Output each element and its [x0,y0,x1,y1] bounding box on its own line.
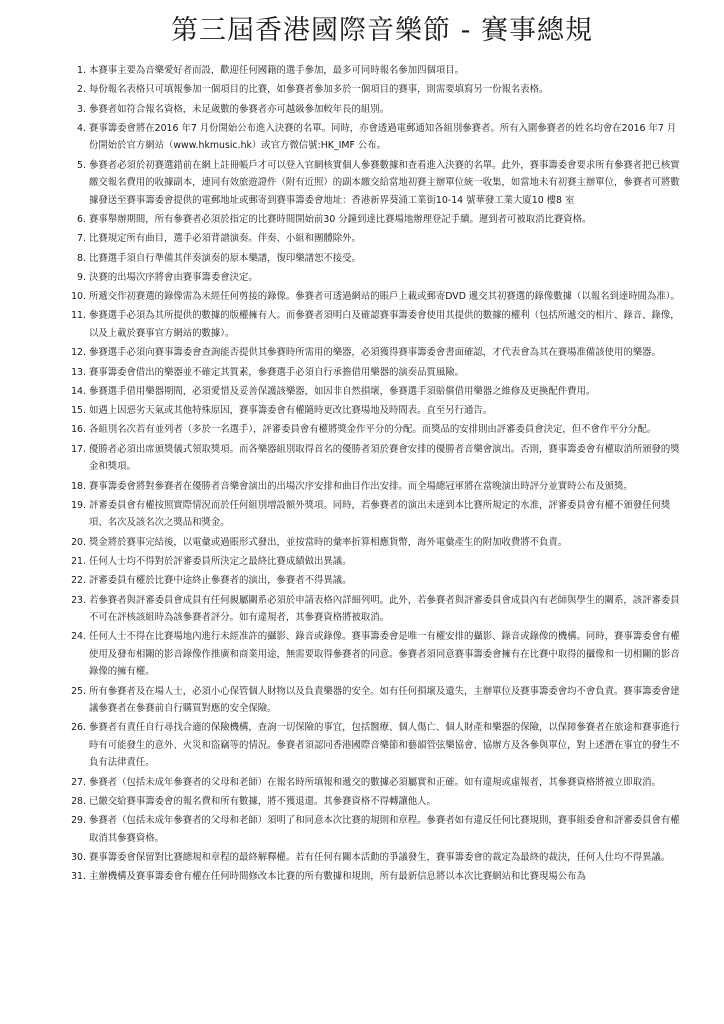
rule-text: 賽事籌委會將對參賽者在優勝者音樂會演出的出場次序安排和曲目作出安排。而全場總冠軍將在當晚演出時評分並實時公布及頒獎。 [89,480,633,492]
rule-text: 各組別名次若有並列者（多於一名選手），評審委員會有權將獎金作平分的分配。而獎品的安排則由評審委員會決定，但不會作平分分配。 [89,424,657,436]
rule-text: 比賽選手須自行準備其伴奏演奏的原本樂譜，復印樂譜恕不接受。 [89,252,361,264]
page-title: 第三屆香港國際音樂節 - 賽事總規 [171,15,593,46]
rule-number: 10. [71,291,86,303]
rule-item [70,553,684,571]
rule-number: 20. [71,536,86,548]
rule-text: 已繳交給賽事籌委會的報名費和所有數據，將不獲退還。其參賽資格不得轉讓他人。 [89,796,436,808]
rule-text: 獎金將於賽事完結後，以電彙或過賬形式發出，並按當時的彙率折算相應貨幣，海外電彙產生的附加收費將不負責。 [89,536,568,548]
rule-number: 18. [71,480,86,492]
rule-item [70,383,684,401]
rule-number: 25. [71,685,86,697]
rules-list [70,62,684,886]
rule-text: 如遇上因惡劣天氣或其他特殊原因，賽事籌委會有權隨時更改比賽場地及時間表。直至另行通告。 [89,405,493,417]
rule-item [70,344,684,362]
rule-number: 8. [77,252,86,264]
rule-text: 參賽選手必須向賽事籌委會查詢能否提供其參賽時所需用的樂器，必須獲得賽事籌委會書面確認，才代表會為其在賽場准備該使用的樂器。 [89,347,661,359]
rule-item [70,101,684,119]
rule-number: 31. [71,871,86,883]
rule-text: 主辦機構及賽事籌委會有權在任何時間修改本比賽的所有數據和規則，所有最新信息將以本次比賽網站和比賽現場公布為 [89,871,586,883]
rule-item [70,364,684,382]
rule-text: 參賽者（包括未成年參賽者的父母和老師）須明了和同意本次比賽的規則和章程。參賽者如有違反任何比賽規則，賽事組委會和評審委員會有權取消其參賽資格。 [89,815,680,844]
rule-number: 3. [77,103,86,115]
rule-number: 11. [71,310,86,322]
rule-item [70,250,684,268]
rule-item [70,269,684,287]
rule-number: 24. [71,631,86,643]
rule-text: 比賽規定所有曲目，選手必須背譜演奏。伴奏、小組和團體除外。 [89,233,361,245]
rule-text: 參賽者（包括未成年參賽者的父母和老師）在報名時所填報和遞交的數據必須屬實和正確。如有違規或虛報者，其參賽資格將被立即取消。 [89,776,661,788]
rule-item [70,120,684,155]
rule-number: 6. [77,213,86,225]
rule-item [70,441,684,476]
rule-number: 30. [71,852,86,864]
rule-text: 所遞交作初賽選的錄像需為未經任何剪接的錄像。參賽者可透過網站的賬戶上載或郵寄DVD 遞交其初賽選的錄像數據（以報名到達時間為准）。 [89,291,680,303]
rule-number: 2. [77,84,86,96]
rule-text: 評審委員有權於比賽中途終止參賽者的演出，參賽者不得異議。 [89,575,352,587]
rule-text: 參賽者有責任自行尋找合適的保險機構，查詢一切保險的事宜，包括醫療、個人傷亡、個人財產和樂器的保險，以保障參賽者在旅途和賽事進行時有可能發生的意外、火災和盜竊等的情況。參賽者須認同香港國際音樂節和藝韻管弦樂協會、協辦方及各參與單位，對上述潛在事宜的發生不負有法律責任。 [89,722,680,769]
rule-item [70,628,684,681]
rule-item [70,497,684,532]
rule-text: 賽事舉辦期間，所有參賽者必須於指定的比賽時間開始前30 分鐘到達比賽場地辦理登記手續。遲到者可被取消比賽資格。 [89,213,592,225]
rule-item [70,421,684,439]
rule-number: 4. [77,122,86,134]
rule-item [70,402,684,420]
rule-item [70,62,684,80]
rule-item [70,774,684,792]
rule-item [70,812,684,847]
rule-item [70,81,684,99]
rule-text: 所有參賽者及在場人士，必須小心保管個人財物以及負責樂器的安全。如有任何損壞及遺失，主辦單位及賽事籌委會均不會負責。賽事籌委會建議參賽者在參賽前自行購買對應的安全保險。 [89,685,680,715]
rule-item [70,592,684,627]
rule-text: 參賽選手必須為其所提供的數據的版權擁有人。而參賽者須明白及確認賽事籌委會使用其提供的數據的權利（包括所遞交的相片、錄音、錄像，以及上載於賽事官方網站的數據）。 [89,310,680,339]
rule-text: 賽事籌委會保留對比賽總規和章程的最終解釋權。若有任何有關本活動的爭議發生，賽事籌委會的裁定為最終的裁決，任何人仕均不得異議。 [89,852,671,864]
rule-number: 5. [77,159,86,171]
rule-text: 本賽事主要為音樂愛好者而設，歡迎任何國籍的選手參加，最多可同時報名參加四個項目。 [89,65,465,76]
rule-item [70,230,684,248]
rule-number: 15. [71,405,86,417]
rule-text: 決賽的出場次序將會由賽事籌委會決定。 [89,271,258,283]
rule-item [70,572,684,590]
rule-number: 26. [71,722,86,734]
rule-item [70,793,684,811]
rule-item [70,534,684,552]
rule-number: 14. [71,385,86,397]
rule-number: 19. [71,499,86,511]
rule-number: 16. [71,424,86,436]
rule-item [70,478,684,496]
rule-text: 若參賽者與評審委員會成員有任何親屬關系必須於申請表格內詳細列明。此外，若參賽者與評審委員會成員內有老師與學生的關系，該評審委員不可在評核該組時為該參賽者評分。如有違規者，其參賽資格將被取消。 [89,594,680,624]
rule-number: 12. [71,347,86,359]
rule-text: 優勝者必須出席頒獎儀式領取獎項。而各樂器組別取得首名的優勝者須於賽會安排的優勝者音樂會演出。否則，賽事籌委會有權取消所頒發的獎金和獎項。 [89,443,680,473]
rule-number: 17. [71,443,86,455]
rule-text: 任何人士均不得對於評審委員所決定之最終比賽成績做出異議。 [89,555,352,567]
rule-text: 任何人士不得在比賽場地內進行未經准許的攝影、錄音或錄像。賽事籌委會是唯一有權安排的攝影、錄音或錄像的機構。同時，賽事籌委會有權使用及發布相關的影音錄像作推廣和商業用途，無需要取得參賽者的同意。參賽者須同意賽事籌委會擁有在比賽中取得的攝像和一切相關的影音錄像的擁有權。 [89,631,680,678]
rule-text: 參賽選手借用樂器期間，必須愛惜及妥善保護該樂器，如因非自然損壞，參賽選手須賠償借用樂器之維修及更換配件費用。 [89,385,596,397]
rule-text: 每份報名表格只可填報參加一個項目的比賽，如參賽者參加多於一個項目的賽事，則需要填寫另一份報名表格。 [89,84,549,96]
rule-item [70,211,684,229]
rule-text: 賽事籌委會借出的樂器並不確定其質素，參賽選手必須自行承擔借用樂器的演奏品質風險。 [89,366,465,378]
rule-number: 27. [71,776,86,788]
rule-item [70,288,684,306]
rule-number: 29. [71,815,86,827]
rule-number: 7. [77,233,86,245]
rule-item [70,849,684,867]
rule-text: 參賽者必須於初賽選錯前在網上註冊帳戶才可以登入官網核實個人參賽數據和查看進入決賽的名單。此外，賽事籌委會要求所有參賽者把已核實繳交報名費用的收據副本，連同有效旅遊證件（附有近照）的副本繳交給當地初賽主辦單位統一收集，如當地未有初賽主辦單位，參賽者可將數據發送至賽事籌委會提供的電郵地址或郵寄到賽事籌委會地址：香港新界葵涌工業街10-14 號華發工業大廈10 樓8 室 [89,159,680,206]
rule-number: 28. [71,796,86,808]
rule-number: 23. [71,594,86,606]
rule-item [70,868,684,886]
rule-item [70,157,684,210]
rule-text: 賽事籌委會將在2016 年7 月份開始公布進入決賽的名單。同時，亦會透過電郵通知各組別參賽者。所有入圍參賽者的姓名均會在2016 年7 月份開始於官方網站（www.hkmusic.hk）或官方微信號:HK_IMF 公布。 [89,122,677,152]
rule-item [70,719,684,772]
rule-number: 21. [71,555,86,567]
rule-number: 1. [77,65,86,76]
rule-item [70,683,684,718]
rule-text: 評審委員會有權按照實際情況而於任何組別增設額外獎項。同時，若參賽者的演出未達到本比賽所規定的水准，評審委員會有權不頒發任何獎項、名次及該名次之獎品和獎金。 [89,499,671,529]
rule-number: 9. [77,271,86,283]
rule-item [70,307,684,342]
rule-number: 13. [71,366,86,378]
rule-number: 22. [71,575,86,587]
rule-text: 參賽者如符合報名資格，未足歲數的參賽者亦可越級參加較年長的組別。 [89,103,390,115]
